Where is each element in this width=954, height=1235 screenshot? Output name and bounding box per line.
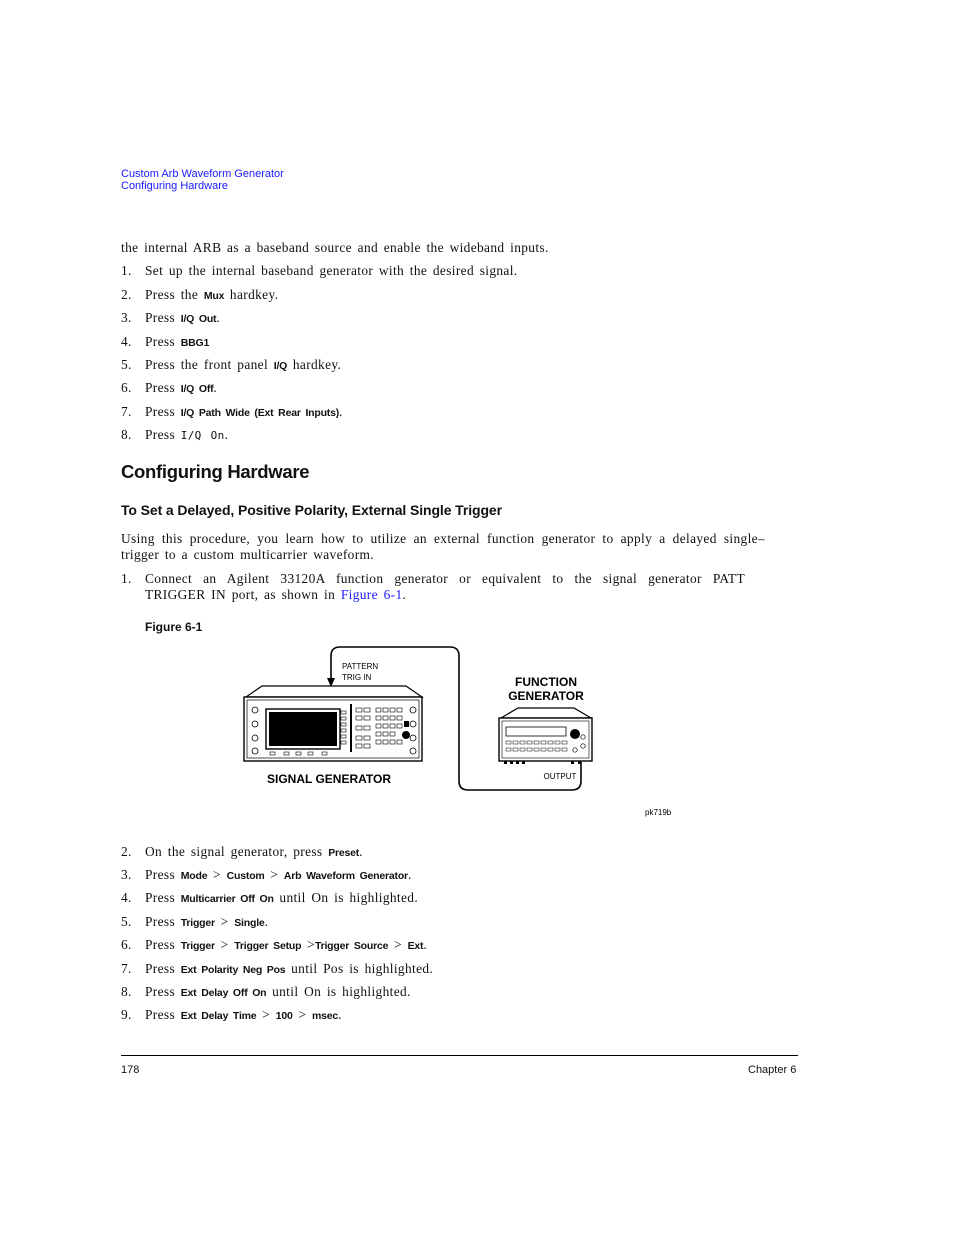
- intro-paragraph: the internal ARB as a baseband source and enable the wideband inputs.: [121, 240, 549, 255]
- step-text: Press: [145, 961, 181, 976]
- step-text: Press the: [145, 287, 204, 302]
- header-section-title[interactable]: Configuring Hardware: [121, 180, 228, 192]
- figure-code: pk719b: [645, 808, 672, 817]
- step-text: >: [256, 1007, 276, 1022]
- pattern-label-2: TRIG IN: [342, 673, 372, 682]
- step-b-1-number: 1.: [121, 571, 132, 586]
- signal-generator-label: SIGNAL GENERATOR: [267, 772, 392, 786]
- step-text: >: [388, 937, 408, 952]
- step-text: >: [207, 867, 227, 882]
- softkey-label: Trigger: [180, 940, 215, 952]
- step-text: >: [292, 1007, 312, 1022]
- step-text: .: [224, 427, 229, 442]
- function-generator-label-2: GENERATOR: [508, 689, 584, 703]
- step-text: .: [338, 1007, 342, 1022]
- figure-hardware-diagram: [238, 640, 688, 820]
- step-text: .: [216, 310, 221, 325]
- step-a-number: 8.: [121, 427, 132, 442]
- step-text: until On is highlighted.: [266, 984, 411, 999]
- step-b-number: 9.: [121, 1007, 132, 1022]
- step-a-number: 6.: [121, 380, 132, 395]
- softkey-label: Arb Waveform Generator: [283, 870, 408, 882]
- step-a-number: 7.: [121, 404, 132, 419]
- step-a-text: [145, 263, 517, 279]
- step-text: hardkey.: [287, 357, 342, 372]
- step-b-1-line2-pre: TRIGGER IN port, as shown in: [145, 587, 341, 602]
- step-b-number: 6.: [121, 937, 132, 952]
- step-text: .: [264, 914, 269, 929]
- step-text: Press: [145, 404, 181, 419]
- function-generator-label-1: FUNCTION: [515, 675, 577, 689]
- footer-rule: [121, 1055, 798, 1056]
- step-text: Press: [145, 890, 181, 905]
- softkey-label: I/Q: [273, 360, 288, 372]
- step-text: Press: [145, 310, 181, 325]
- step-text: On the signal generator, press: [145, 844, 329, 859]
- step-a-text: [145, 310, 220, 327]
- pattern-label-1: PATTERN: [342, 662, 379, 671]
- softkey-label: I/Q Out: [180, 313, 217, 325]
- signal-generator-drawing: [244, 686, 422, 761]
- step-b-number: 3.: [121, 867, 132, 882]
- step-a-text: [145, 427, 228, 444]
- section-heading: Configuring Hardware: [121, 461, 310, 482]
- step-b-text: [145, 961, 433, 978]
- step-b-text: [145, 844, 363, 861]
- page-number: 178: [121, 1064, 140, 1076]
- softkey-label: Trigger Source: [314, 940, 389, 952]
- output-port-label: OUTPUT: [543, 772, 577, 781]
- step-text: Press: [145, 984, 181, 999]
- step-a-text: [145, 404, 343, 421]
- step-a-text: [145, 380, 217, 397]
- softkey-label: Ext Delay Off On: [180, 987, 267, 999]
- figure-6-1-link[interactable]: Figure 6-1: [340, 587, 403, 602]
- step-b-1-line1: Connect an Agilent 33120A function generator or equivalent to the signal generator PATT: [145, 571, 745, 586]
- step-text: .: [407, 867, 412, 882]
- step-text: Press: [145, 867, 181, 882]
- step-b-text: [145, 937, 427, 954]
- step-a-number: 2.: [121, 287, 132, 302]
- softkey-label: Ext Polarity Neg Pos: [180, 964, 286, 976]
- step-text: Press: [145, 334, 181, 349]
- step-text: Press the front panel: [145, 357, 274, 372]
- step-b-text: [145, 914, 268, 931]
- step-b-text: [145, 867, 412, 884]
- step-b-number: 7.: [121, 961, 132, 976]
- step-text: Press: [145, 914, 181, 929]
- softkey-label: Custom: [226, 870, 265, 882]
- softkey-label: Preset: [328, 847, 360, 859]
- step-text: .: [359, 844, 363, 859]
- step-b-text: [145, 984, 411, 1001]
- softkey-label: I/Q On: [180, 429, 225, 442]
- step-text: until Pos is highlighted.: [285, 961, 434, 976]
- chapter-label: Chapter 6: [748, 1064, 797, 1076]
- step-text: >: [214, 937, 235, 952]
- step-text: Press: [145, 380, 181, 395]
- function-generator-drawing: [499, 708, 592, 764]
- softkey-label: Multicarrier Off On: [180, 893, 274, 905]
- step-a-number: 3.: [121, 310, 132, 325]
- softkey-label: I/Q Path Wide (Ext Rear Inputs): [180, 407, 340, 419]
- step-text: .: [213, 380, 218, 395]
- step-b-number: 5.: [121, 914, 132, 929]
- step-text: >: [214, 914, 235, 929]
- softkey-label: Trigger Setup: [234, 940, 302, 952]
- header-chapter-title[interactable]: Custom Arb Waveform Generator: [121, 168, 284, 180]
- step-a-number: 1.: [121, 263, 132, 278]
- step-text: Press: [145, 427, 181, 442]
- softkey-label: I/Q Off: [180, 383, 214, 395]
- softkey-label: Mux: [203, 290, 225, 302]
- step-text: >: [264, 867, 284, 882]
- step-text: .: [339, 404, 343, 419]
- step-a-number: 4.: [121, 334, 132, 349]
- softkey-label: Ext: [407, 940, 424, 952]
- softkey-label: BBG1: [180, 337, 210, 349]
- procedure-paragraph: Using this procedure, you learn how to utilize an external function generator to apply a delayed single–trigger to a custom multicarrier waveform.: [121, 531, 765, 562]
- softkey-label: msec: [312, 1010, 339, 1022]
- step-text: hardkey.: [224, 287, 279, 302]
- step-text: .: [423, 937, 428, 952]
- step-b-1-line2-post: .: [402, 587, 407, 602]
- figure-label: Figure 6-1: [145, 620, 203, 634]
- step-b-text: [145, 890, 418, 907]
- step-text: until On is highlighted.: [273, 890, 419, 905]
- step-b-number: 8.: [121, 984, 132, 999]
- step-b-1-line2: [145, 587, 745, 603]
- step-b-1-text: [145, 571, 745, 603]
- step-b-number: 2.: [121, 844, 132, 859]
- step-a-text: [145, 287, 278, 304]
- step-text: Press: [145, 1007, 181, 1022]
- step-b-text: [145, 1007, 342, 1024]
- step-a-text: [145, 334, 209, 351]
- softkey-label: Trigger: [180, 917, 215, 929]
- step-a-text: [145, 357, 341, 374]
- running-header: [121, 168, 284, 192]
- step-a-number: 5.: [121, 357, 132, 372]
- softkey-label: Ext Delay Time: [180, 1010, 257, 1022]
- step-text: Press: [145, 937, 181, 952]
- step-text: >: [301, 937, 315, 952]
- step-text: Set up the internal baseband generator with the desired signal.: [145, 263, 518, 278]
- softkey-label: 100: [275, 1010, 293, 1022]
- step-b-number: 4.: [121, 890, 132, 905]
- softkey-label: Single: [234, 917, 265, 929]
- subsection-heading: To Set a Delayed, Positive Polarity, External Single Trigger: [121, 502, 502, 518]
- softkey-label: Mode: [180, 870, 208, 882]
